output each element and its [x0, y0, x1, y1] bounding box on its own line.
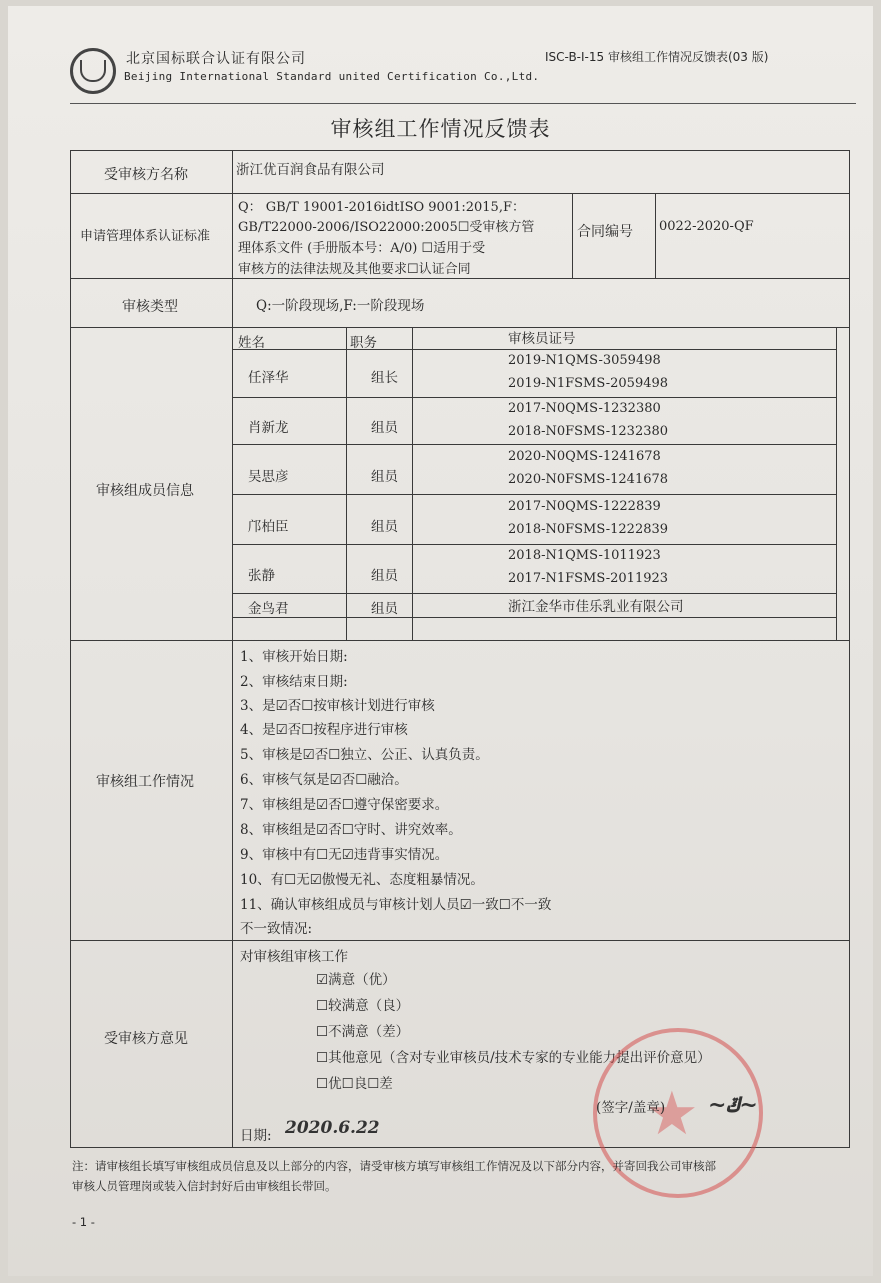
member-role: 组员: [371, 519, 398, 535]
standard-line-3: 理体系文件 (手册版本号：A/0) ☐适用于受: [238, 241, 486, 256]
work-item: 11、确认审核组成员与审核计划人员☑一致☐不一致: [240, 897, 552, 913]
audit-type-label: 审核类型: [122, 299, 178, 315]
opinion-option: ☐不满意（差）: [316, 1024, 410, 1040]
standard-line-2: GB/T22000-2006/ISO22000:2005☐受审核方管: [238, 220, 535, 235]
work-item: 7、审核组是☑否☐遵守保密要求。: [240, 797, 449, 813]
member-cert: 2020-N0QMS-1241678: [508, 449, 661, 464]
work-item: 5、审核是☑否☐独立、公正、认真负责。: [240, 747, 489, 763]
work-item: 9、审核中有☐无☑违背事实情况。: [240, 847, 449, 863]
member-cert: 2019-N1QMS-3059498: [508, 353, 661, 368]
member-cert: 浙江金华市佳乐乳业有限公司: [508, 599, 684, 615]
company-name-en: Beijing International Standard united Certification Co.,Ltd.: [124, 70, 540, 83]
work-item: 2、审核结束日期:: [240, 674, 348, 690]
form-code: ISC-B-I-15 审核组工作情况反馈表(03 版): [545, 50, 769, 64]
opinion-option: ☐优☐良☐差: [316, 1076, 393, 1092]
standard-line-1: Q： GB/T 19001-2016idtISO 9001:2015,F：: [238, 200, 525, 215]
member-name: 肖新龙: [248, 420, 289, 436]
footer-note-line-1: 注：请审核组长填写审核组成员信息及以上部分的内容，请受审核方填写审核组工作情况及以下部分内容，并寄回我公司审核部: [72, 1159, 716, 1173]
form-table: [70, 150, 850, 1148]
audit-type-value: Q:一阶段现场,F:一阶段现场: [256, 298, 425, 314]
work-item: 10、有☐无☑傲慢无礼、态度粗暴情况。: [240, 872, 484, 888]
contract-number: 0022-2020-QF: [659, 219, 754, 234]
member-cert: 2017-N0QMS-1222839: [508, 499, 661, 514]
member-name: 任泽华: [248, 370, 289, 386]
member-role: 组员: [371, 420, 398, 436]
member-role: 组长: [371, 370, 398, 386]
member-name: 邝柏臣: [248, 519, 289, 535]
member-name: 吴思彦: [248, 469, 289, 485]
date-value: 2020.6.22: [285, 1118, 380, 1138]
member-cert: 2020-N0FSMS-1241678: [508, 472, 669, 487]
work-item: 4、是☑否☐按程序进行审核: [240, 722, 408, 738]
footer-note-line-2: 审核人员管理岗或装入信封封好后由审核组长带回。: [72, 1179, 337, 1193]
member-cert: 2018-N0FSMS-1222839: [508, 522, 669, 537]
opinion-label: 受审核方意见: [104, 1031, 188, 1047]
signature-label: (签字/盖章): [596, 1100, 666, 1116]
company-name-cn: 北京国标联合认证有限公司: [126, 51, 306, 67]
handwritten-signature-icon: ~ݿ~: [708, 1092, 758, 1118]
member-cert: 2017-N1FSMS-2011923: [508, 571, 669, 586]
opinion-option: ☑满意（优）: [316, 972, 396, 988]
member-role: 组员: [371, 568, 398, 584]
standard-line-4: 审核方的法律法规及其他要求☐认证合同: [238, 262, 471, 277]
member-name: 张静: [248, 568, 275, 584]
opinion-option: ☐其他意见（含对专业审核员/技术专家的专业能力提出评价意见）: [316, 1050, 711, 1066]
form-title: 审核组工作情况反馈表: [330, 117, 551, 141]
member-role: 组员: [371, 469, 398, 485]
member-cert: 2019-N1FSMS-2059498: [508, 376, 669, 391]
member-cert: 2017-N0QMS-1232380: [508, 401, 661, 416]
seal-star-icon: ★: [645, 1079, 699, 1149]
company-logo-icon: [70, 48, 116, 94]
work-item: 6、审核气氛是☑否☐融洽。: [240, 772, 408, 788]
member-cert: 2018-N1QMS-1011923: [508, 548, 661, 563]
auditee-name: 浙江优百润食品有限公司: [236, 162, 385, 178]
team-header-name: 姓名: [238, 335, 265, 351]
work-item: 8、审核组是☑否☐守时、讲究效率。: [240, 822, 462, 838]
member-role: 组员: [371, 601, 398, 617]
opinion-title: 对审核组审核工作: [240, 949, 348, 965]
auditee-label: 受审核方名称: [104, 167, 188, 183]
opinion-option: ☐较满意（良）: [316, 998, 410, 1014]
team-header-cert: 审核员证号: [508, 331, 576, 347]
standard-label: 申请管理体系认证标准: [80, 229, 211, 244]
work-item: 1、审核开始日期:: [240, 649, 348, 665]
team-label: 审核组成员信息: [96, 483, 194, 499]
date-label: 日期:: [240, 1128, 272, 1144]
page-number: - 1 -: [72, 1215, 95, 1229]
member-name: 金鸟君: [248, 601, 289, 617]
member-cert: 2018-N0FSMS-1232380: [508, 424, 669, 439]
team-header-role: 职务: [350, 335, 377, 351]
work-item: 不一致情况:: [240, 921, 313, 937]
contract-label: 合同编号: [577, 224, 633, 240]
work-item: 3、是☑否☐按审核计划进行审核: [240, 698, 435, 714]
work-label: 审核组工作情况: [96, 774, 194, 790]
header-divider: [70, 103, 856, 104]
